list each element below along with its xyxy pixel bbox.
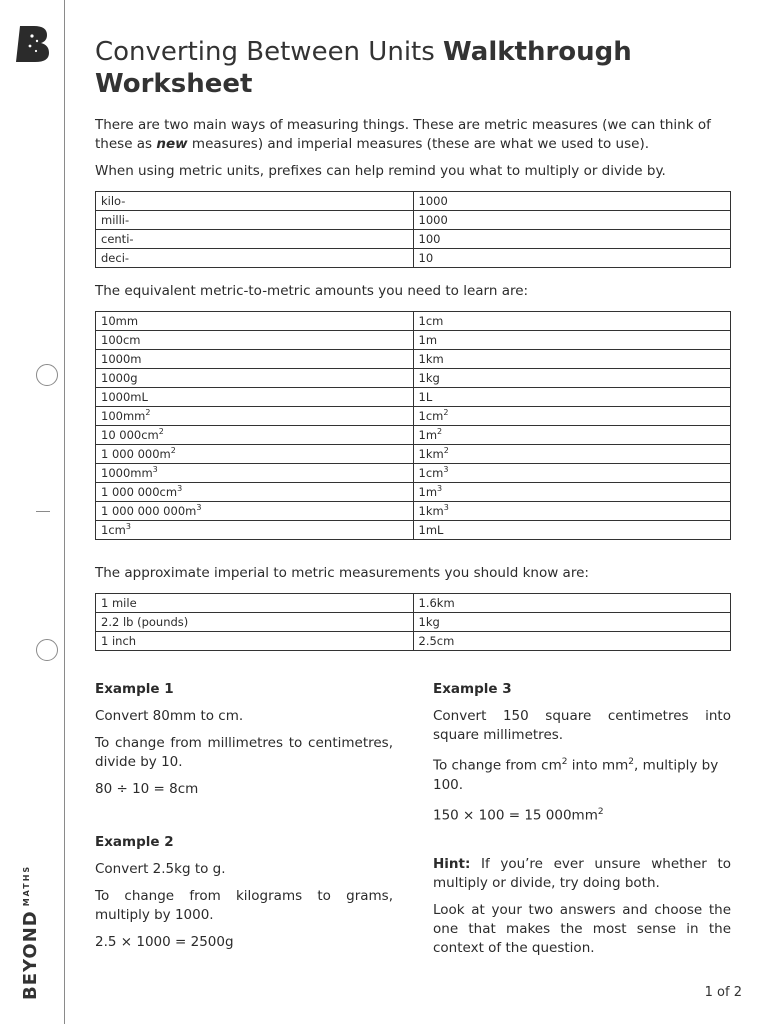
- table-cell: $1km^3$: [413, 502, 731, 521]
- prefix-table: [95, 191, 731, 268]
- margin-rule: [64, 0, 65, 1024]
- title-light: Converting Between Units: [95, 37, 435, 67]
- table-row: [96, 211, 731, 230]
- example-explanation: To change from $cm^2$ into $mm^2$, multiply by 100.: [433, 757, 719, 793]
- examples-right-column: [433, 680, 731, 966]
- examples-left-column: [95, 680, 393, 960]
- table-cell: 1kg: [413, 613, 731, 632]
- example-title: Example 3: [433, 681, 512, 697]
- example-answer: 150 × 100 = 15 $000mm^2$: [433, 806, 604, 823]
- worksheet-content: [95, 36, 731, 665]
- table-row: [96, 483, 731, 502]
- metric-table: [95, 311, 731, 540]
- table-row: [96, 350, 731, 369]
- table-cell: 100: [413, 230, 731, 249]
- table-cell: kilo-: [96, 192, 414, 211]
- table-cell: 10mm: [96, 312, 414, 331]
- table-cell: centi-: [96, 230, 414, 249]
- table-row: [96, 632, 731, 651]
- fold-mark: [36, 511, 50, 512]
- table-cell: 1mL: [413, 521, 731, 540]
- metric-intro: The equivalent metric-to-metric amounts you need to learn are:: [95, 283, 529, 299]
- table-cell: 2.5cm: [413, 632, 731, 651]
- table-row: [96, 388, 731, 407]
- page-title: [95, 36, 731, 100]
- page-number: 1 of 2: [704, 985, 742, 1000]
- example-question: Convert 150 square centimetres into square millimetres.: [433, 708, 731, 743]
- table-row: [96, 613, 731, 632]
- brand-name: BEYOND: [20, 910, 41, 1000]
- beyond-logo-icon: [16, 24, 50, 64]
- table-cell: 1000g: [96, 369, 414, 388]
- table-cell: 1000: [413, 192, 731, 211]
- table-row: [96, 521, 731, 540]
- example-2: [95, 833, 393, 952]
- table-cell: 1000m: [96, 350, 414, 369]
- example-answer: 80 ÷ 10 = 8cm: [95, 781, 199, 797]
- table-cell: 1kg: [413, 369, 731, 388]
- binder-hole: [36, 364, 58, 386]
- table-row: [96, 426, 731, 445]
- table-cell: 1000mL: [96, 388, 414, 407]
- table-cell: 10: [413, 249, 731, 268]
- table-cell: $100mm^2$: [96, 407, 414, 426]
- table-cell: milli-: [96, 211, 414, 230]
- table-cell: $1cm^3$: [413, 464, 731, 483]
- title-bold: Walkthrough Worksheet: [95, 37, 632, 99]
- table-cell: $1km^2$: [413, 445, 731, 464]
- table-cell: 2.2 lb (pounds): [96, 613, 414, 632]
- imperial-table: [95, 593, 731, 651]
- table-row: [96, 249, 731, 268]
- intro-text-a: There are two main ways of measuring things. These are metric measures (we can think of these as: [95, 117, 711, 152]
- example-question: Convert 80mm to cm.: [95, 708, 244, 724]
- table-cell: 1m: [413, 331, 731, 350]
- table-cell: 1 000 $000m^2$: [96, 445, 414, 464]
- table-cell: $1m^2$: [413, 426, 731, 445]
- hint-box: [433, 855, 731, 958]
- table-row: [96, 312, 731, 331]
- hint-text-2: Look at your two answers and choose the one that makes the most sense in the context of the question.: [433, 902, 731, 956]
- example-answer: 2.5 × 1000 = 2500g: [95, 934, 234, 950]
- example-explanation: To change from kilograms to grams, multiply by 1000.: [95, 888, 393, 923]
- table-cell: 10 $000cm^2$: [96, 426, 414, 445]
- table-cell: 1 000 $000cm^3$: [96, 483, 414, 502]
- table-cell: $1000mm^3$: [96, 464, 414, 483]
- table-cell: $1cm^3$: [96, 521, 414, 540]
- hint-text: Hint: If you’re ever unsure whether to multiply or divide, try doing both.: [433, 856, 731, 891]
- imperial-intro: The approximate imperial to metric measurements you should know are:: [95, 565, 589, 581]
- example-1: [95, 680, 393, 799]
- table-cell: 100cm: [96, 331, 414, 350]
- table-row: [96, 331, 731, 350]
- table-cell: 1 mile: [96, 594, 414, 613]
- table-row: [96, 594, 731, 613]
- brand-wordmark: [20, 865, 41, 1000]
- table-cell: 1km: [413, 350, 731, 369]
- table-row: [96, 445, 731, 464]
- table-row: [96, 502, 731, 521]
- example-question: Convert 2.5kg to g.: [95, 861, 226, 877]
- example-3: [433, 680, 731, 825]
- table-cell: deci-: [96, 249, 414, 268]
- table-cell: 1L: [413, 388, 731, 407]
- brand-sub: MATHS: [22, 864, 31, 907]
- table-row: [96, 464, 731, 483]
- intro-text-b: measures) and imperial measures (these are what we used to use).: [187, 136, 650, 152]
- prefix-intro: When using metric units, prefixes can help remind you what to multiply or divide by.: [95, 163, 666, 179]
- table-row: [96, 407, 731, 426]
- table-cell: 1000: [413, 211, 731, 230]
- example-explanation: To change from millimetres to centimetres, divide by 10.: [95, 735, 393, 770]
- table-cell: 1 inch: [96, 632, 414, 651]
- example-title: Example 2: [95, 834, 174, 850]
- table-row: [96, 369, 731, 388]
- table-row: [96, 192, 731, 211]
- intro-paragraph: [95, 116, 731, 154]
- table-row: [96, 230, 731, 249]
- binder-hole: [36, 639, 58, 661]
- table-cell: $1cm^2$: [413, 407, 731, 426]
- table-cell: 1 000 000 $000m^3$: [96, 502, 414, 521]
- intro-emphasis: new: [156, 136, 188, 152]
- table-cell: $1m^3$: [413, 483, 731, 502]
- hint-label: Hint:: [433, 856, 471, 872]
- table-cell: 1cm: [413, 312, 731, 331]
- example-title: Example 1: [95, 681, 174, 697]
- table-cell: 1.6km: [413, 594, 731, 613]
